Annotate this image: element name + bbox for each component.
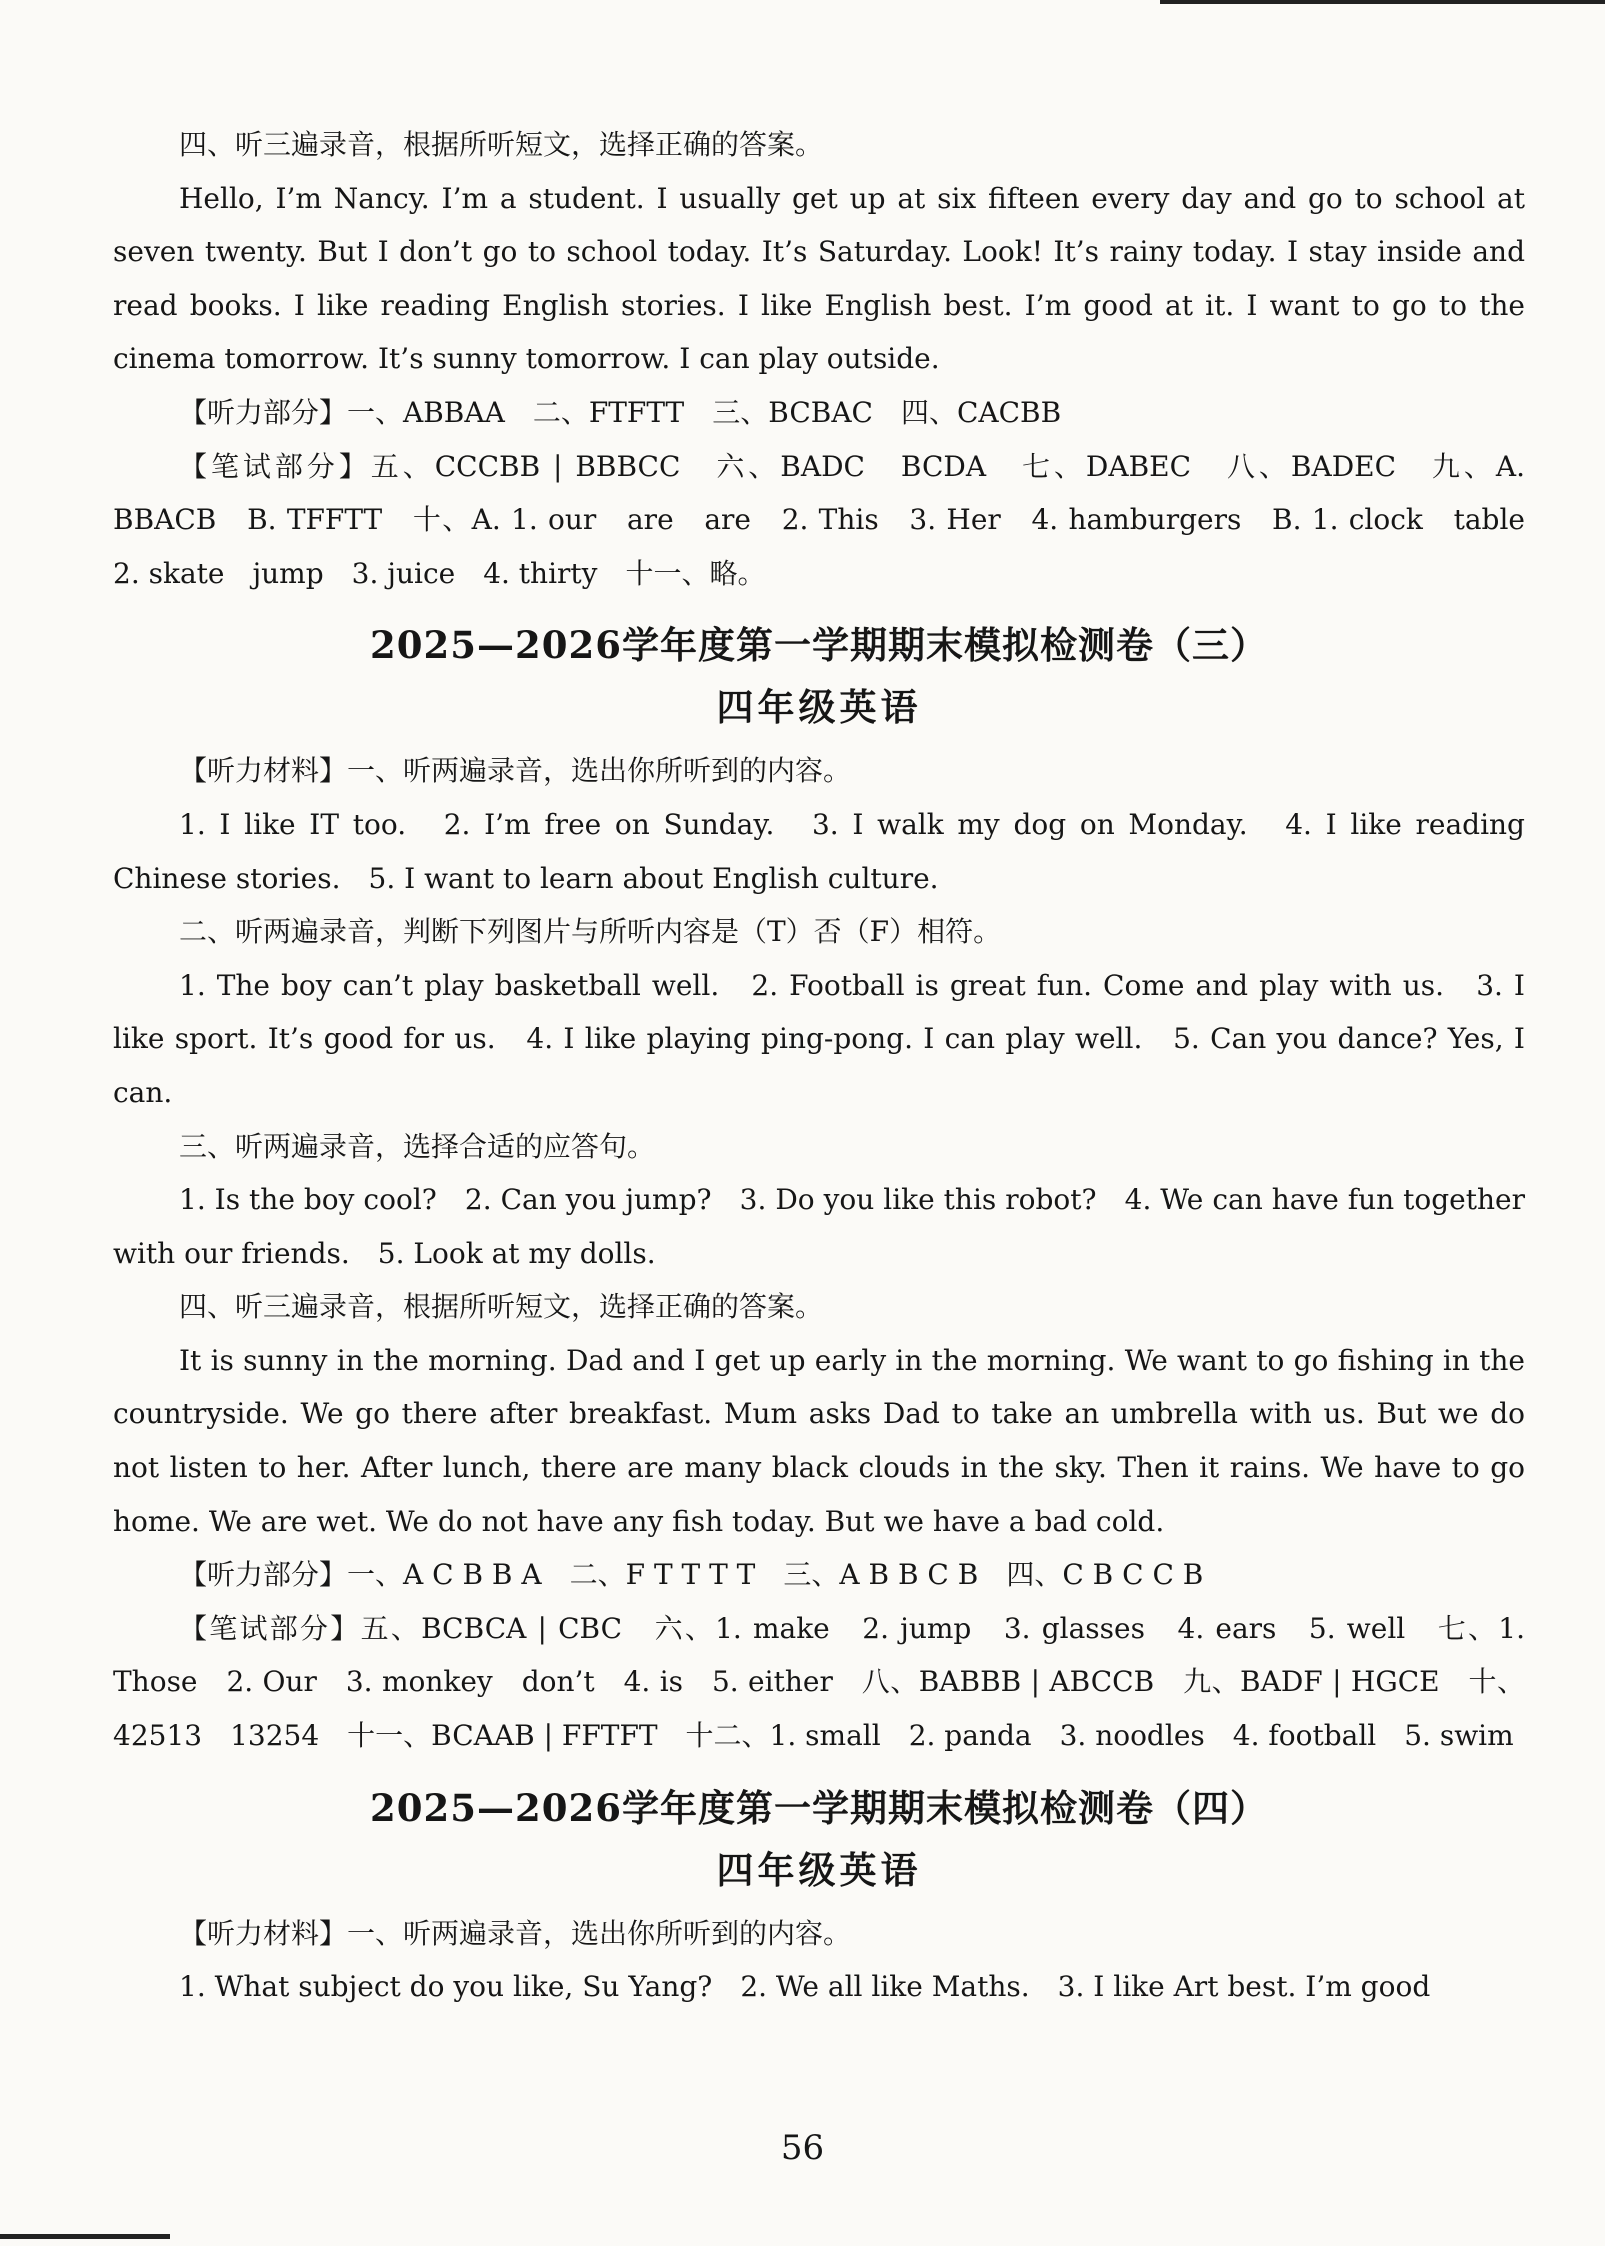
exam-subtitle-4: 四年级英语 — [716, 1847, 922, 1892]
top-rule — [1160, 0, 1605, 4]
bottom-rule — [0, 2234, 170, 2239]
written-answers-2: 【笔试部分】五、BCBCA | CBC 六、1. make 2. jump 3. glasses 4. ears 5. well 七、1. Those 2. Our 3. monkey don’t 4. is 5. either 八、BABBB | ABCCB 九、BADF | HGCE 十、42513 13254 十一、BCAAB | FFTFT 十二、1. small 2. panda 3. noodles 4. football 5. swim — [113, 1611, 1525, 1753]
section-3-sentences: 1. Is the boy cool? 2. Can you jump? 3. Do you like this robot? 4. We can have fun together with our friends. 5. Look at my dolls. — [113, 1183, 1525, 1270]
listening-answers-2: 【听力部分】一、A C B B A 二、F T T T T 三、A B B C B 四、C B C C B — [179, 1558, 1204, 1592]
section-1-sentences-2: 1. What subject do you like, Su Yang? 2. We all like Maths. 3. I like Art best. I’m good — [179, 1970, 1431, 2004]
document-body — [113, 118, 1554, 2014]
exam-title-3: 2025—2026学年度第一学期期末模拟检测卷（三） — [370, 623, 1268, 668]
listening-answers: 【听力部分】一、ABBAA 二、FTFTT 三、BCBAC 四、CACBB — [179, 395, 1062, 429]
listening-material-heading: 【听力材料】一、听两遍录音，选出你所听到的内容。 — [179, 754, 852, 788]
listening-material-heading-2: 【听力材料】一、听两遍录音，选出你所听到的内容。 — [179, 1916, 852, 1950]
section-3-instruction: 三、听两遍录音，选择合适的应答句。 — [179, 1129, 656, 1163]
section-1-sentences: 1. I like IT too. 2. I’m free on Sunday. 3. I walk my dog on Monday. 4. I like reading Chinese stories. 5. I want to learn about English culture. — [113, 807, 1525, 895]
section-4-instruction: 四、听三遍录音，根据所听短文，选择正确的答案。 — [179, 128, 824, 161]
section-2-instruction: 二、听两遍录音，判断下列图片与所听内容是（T）否（F）相符。 — [179, 915, 1002, 949]
listening-passage: Hello, I’m Nancy. I’m a student. I usually get up at six fifteen every day and go to school at seven twenty. But I don’t go to school today. It’s Saturday. Look! It’s rainy today. I stay inside and read books. I like reading English stories. I like English best. I’m good at it. I want to go to the cinema tomorrow. It’s sunny tomorrow. I can play outside. — [113, 181, 1525, 376]
listening-passage-2: It is sunny in the morning. Dad and I get up early in the morning. We want to go fishing in the countryside. We go there after breakfast. Mum asks Dad to take an umbrella with us. But we do not listen to her. After lunch, there are many black clouds in the sky. Then it rains. We have to go home. We are wet. We do not have any fish today. But we have a bad cold. — [113, 1343, 1525, 1538]
written-answers: 【笔试部分】五、CCCBB | BBBCC 六、BADC BCDA 七、DABEC 八、BADEC 九、A. BBACB B. TFFTT 十、A. 1. our are are 2. This 3. Her 4. hamburgers B. 1. clock table 2. skate jump 3. juice 4. thirty 十一、略。 — [113, 449, 1554, 590]
exam-title-4: 2025—2026学年度第一学期期末模拟检测卷（四） — [370, 1785, 1268, 1830]
section-4-instruction-2: 四、听三遍录音，根据所听短文，选择正确的答案。 — [179, 1290, 824, 1324]
page-number: 56 — [780, 2128, 825, 2168]
exam-subtitle-3: 四年级英语 — [716, 685, 922, 730]
section-2-sentences: 1. The boy can’t play basketball well. 2. Football is great fun. Come and play with us. 3. I like sport. It’s good for us. 4. I like playing ping-pong. I can play well. 5. Can you dance? Yes, I can. — [113, 968, 1525, 1109]
